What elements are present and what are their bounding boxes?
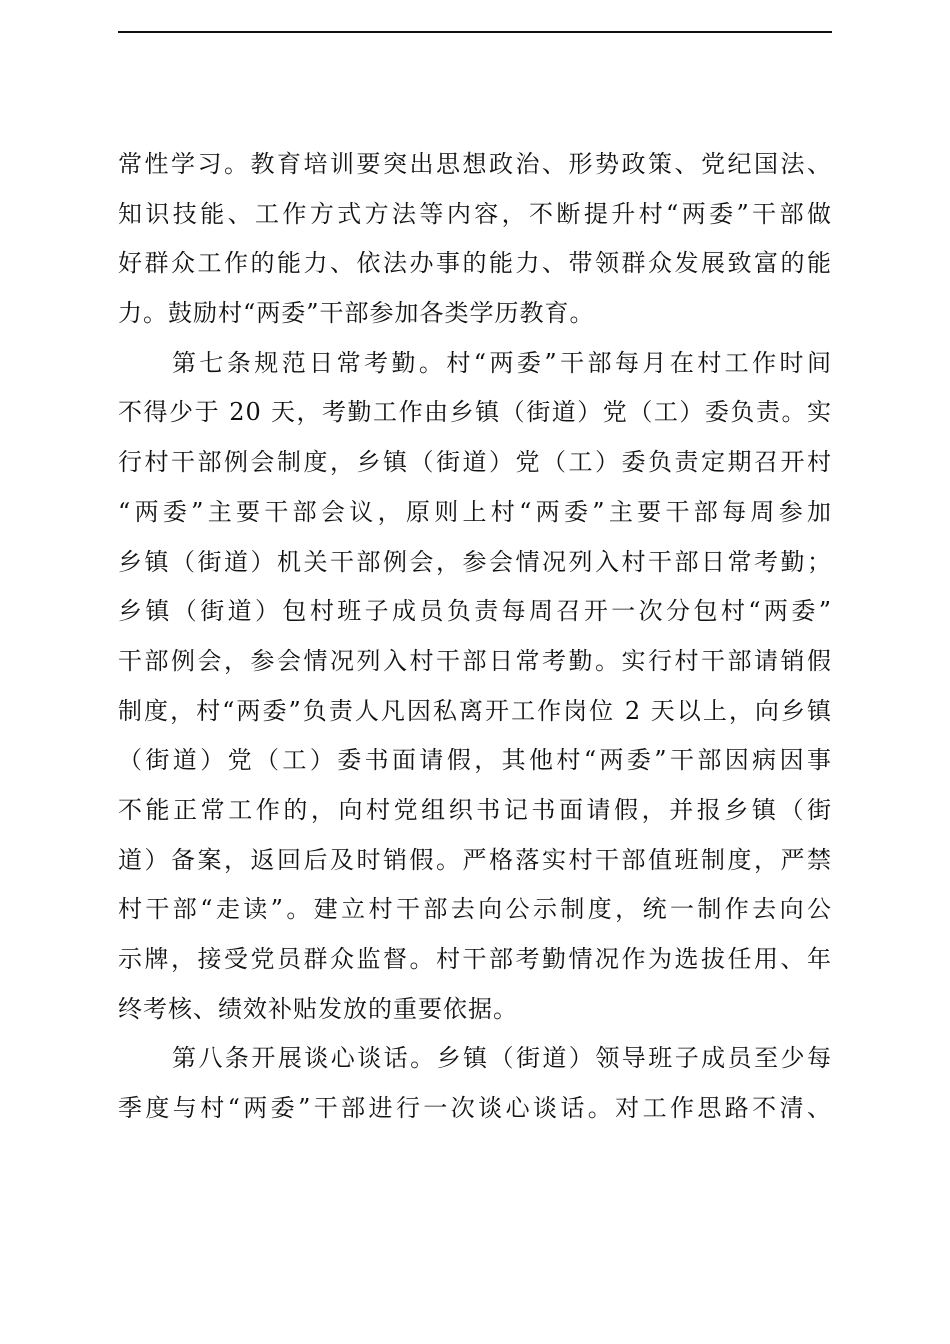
text-line: 力。鼓励村“两委”干部参加各类学历教育。 bbox=[118, 299, 595, 328]
text-line: 乡镇（街道）包村班子成员负责每周召开一次分包村“两委” bbox=[118, 597, 832, 626]
text-line: “两委”主要干部会议，原则上村“两委”主要干部每周参加 bbox=[118, 497, 832, 526]
text-line: 季度与村“两委”干部进行一次谈心谈话。对工作思路不清、 bbox=[118, 1094, 832, 1123]
text-line: 不能正常工作的，向村党组织书记书面请假，并报乡镇（街 bbox=[118, 795, 832, 824]
text-line: 常性学习。教育培训要突出思想政治、形势政策、党纪国法、 bbox=[118, 150, 832, 178]
document-body bbox=[118, 140, 832, 1134]
text-line: （街道）党（工）委书面请假，其他村“两委”干部因病因事 bbox=[118, 746, 832, 775]
article-8-first-line: 第八条开展谈心谈话。乡镇（街道）领导班子成员至少每 bbox=[172, 1044, 832, 1073]
text-line: 终考核、绩效补贴发放的重要依据。 bbox=[118, 994, 518, 1023]
text-line: 村干部“走读”。建立村干部去向公示制度，统一制作去向公 bbox=[118, 895, 832, 924]
text-line: 好群众工作的能力、依法办事的能力、带领群众发展致富的能 bbox=[118, 249, 832, 278]
text-line: 道）备案，返回后及时销假。严格落实村干部值班制度，严禁 bbox=[118, 845, 832, 874]
article-7-first-line: 第七条规范日常考勤。村“两委”干部每月在村工作时间 bbox=[172, 348, 832, 377]
text-line: 乡镇（街道）机关干部例会，参会情况列入村干部日常考勤； bbox=[118, 547, 832, 576]
header-rule bbox=[118, 31, 832, 33]
text-line: 制度，村“两委”负责人凡因私离开工作岗位 2 天以上，向乡镇 bbox=[118, 696, 832, 725]
text-line: 干部例会，参会情况列入村干部日常考勤。实行村干部请销假 bbox=[118, 646, 832, 675]
text-line: 行村干部例会制度，乡镇（街道）党（工）委负责定期召开村 bbox=[118, 448, 832, 477]
text-line: 不得少于 20 天，考勤工作由乡镇（街道）党（工）委负责。实 bbox=[118, 398, 832, 427]
text-line: 示牌，接受党员群众监督。村干部考勤情况作为选拔任用、年 bbox=[118, 945, 832, 973]
text-line: 知识技能、工作方式方法等内容，不断提升村“两委”干部做 bbox=[118, 199, 832, 228]
